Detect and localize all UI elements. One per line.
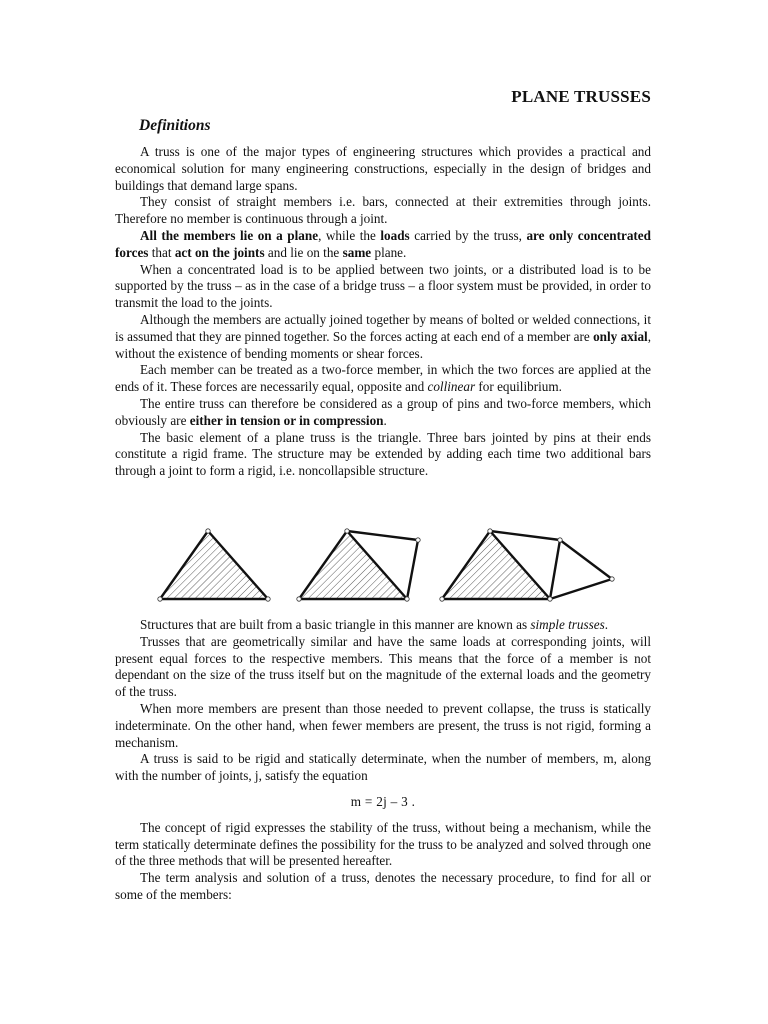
paragraph <box>115 262 651 312</box>
bold-text: only axial <box>593 328 648 344</box>
truss-diagram <box>150 523 630 608</box>
paragraph <box>115 701 651 751</box>
text-run: They consist of straight members i.e. bars, connected at their extremities through joints. Therefore no member is continuous through a joint. <box>115 194 651 227</box>
paragraph <box>115 617 651 634</box>
page-title: PLANE TRUSSES <box>511 87 651 106</box>
paragraph <box>115 870 651 904</box>
paragraph <box>115 144 651 194</box>
italic-text: collinear <box>427 379 476 395</box>
text-run: A truss is said to be rigid and statically determinate, when the number of members, m, along with the number of joints, j, satisfy the equation <box>115 751 651 784</box>
truss-figure-two-extensions <box>440 529 614 601</box>
bold-text: are only concentrated forces <box>115 227 651 260</box>
text-run: The basic element of a plane truss is the triangle. Three bars jointed by pins at their ends constitute a rigid frame. The structure may be extended by adding each time two additional bars through a joint to form a rigid, i.e. noncollapsible structure. <box>115 429 651 479</box>
italic-text: simple trusses <box>530 617 605 632</box>
text-run: . <box>383 412 387 428</box>
text-run: The term analysis and solution of a truss, denotes the necessary procedure, to find for all or some of the members: <box>115 870 651 902</box>
paragraph <box>115 430 651 480</box>
text-run: , while the <box>318 227 381 243</box>
text-run: . <box>604 617 609 632</box>
text-run: A truss is one of the major types of engineering structures which provides a practical and economical solution for many engineering constructions, especially in the design of bridges and buildings that demand large spans. <box>115 144 651 193</box>
text-run: Each member can be treated as a two-force member, in which the two forces are applied at the ends of it. These forces are necessarily equal, opposite and <box>115 362 651 395</box>
bold-text: loads <box>380 227 410 243</box>
paragraph <box>115 228 651 262</box>
text-run: The concept of rigid expresses the stability of the truss, without being a mechanism, while the term statically determinate defines the possibility for the truss to be analyzed and solved through one of the three methods that will be presented hereafter. <box>115 819 651 869</box>
text-run: , without the existence of bending moments or shear forces. <box>115 328 652 361</box>
truss-figure-one-extension <box>297 529 420 601</box>
bold-text: same <box>342 244 372 260</box>
paragraph <box>115 396 651 430</box>
text-run: carried by the truss, <box>409 227 527 243</box>
text-run: for equilibrium. <box>475 379 562 395</box>
bold-text: act on the joints <box>174 244 265 260</box>
text-run: When more members are present than those needed to prevent collapse, the truss is statically indeterminate. On the other hand, when fewer members are present, the truss is not rigid, forming a mechanism. <box>115 700 651 750</box>
paragraph <box>115 751 651 785</box>
paragraph <box>115 820 651 870</box>
text-run: that <box>148 244 175 260</box>
paragraph <box>115 362 651 396</box>
text-run: The entire truss can therefore be considered as a group of pins and two-force members, which obviously are <box>115 395 651 428</box>
text-block-bottom <box>115 617 651 904</box>
bold-text: either in tension or in compression <box>189 412 384 428</box>
text-run: and lie on the <box>264 244 343 260</box>
paragraph <box>115 634 651 701</box>
paragraph <box>115 312 651 362</box>
bold-text: All the members lie on a plane <box>140 227 319 243</box>
paragraph <box>115 194 651 228</box>
text-block-top <box>115 144 651 480</box>
rigidity-equation: m = 2j – 3 . <box>350 793 416 809</box>
truss-figures <box>150 523 630 608</box>
text-run: Trusses that are geometrically similar and have the same loads at corresponding joints, will present equal forces to the respective members. This means that the force of a member is not dependant on the size of the truss itself but on the magnitude of the external loads and the geometry of the truss. <box>115 633 651 700</box>
text-run: Although the members are actually joined together by means of bolted or welded connections, it is assumed that they are pinned together. So the forces acting at each end of a member are <box>115 311 651 344</box>
truss-figure-basic-triangle <box>158 529 270 601</box>
section-heading: Definitions <box>139 117 211 134</box>
text-run: Structures that are built from a basic triangle in this manner are known as <box>140 617 531 632</box>
text-run: plane. <box>371 244 407 260</box>
text-run: When a concentrated load is to be applied between two joints, or a distributed load is to be supported by the truss – as in the case of a bridge truss – a floor system must be provided, in order to transmit the load to the joints. <box>115 261 651 311</box>
